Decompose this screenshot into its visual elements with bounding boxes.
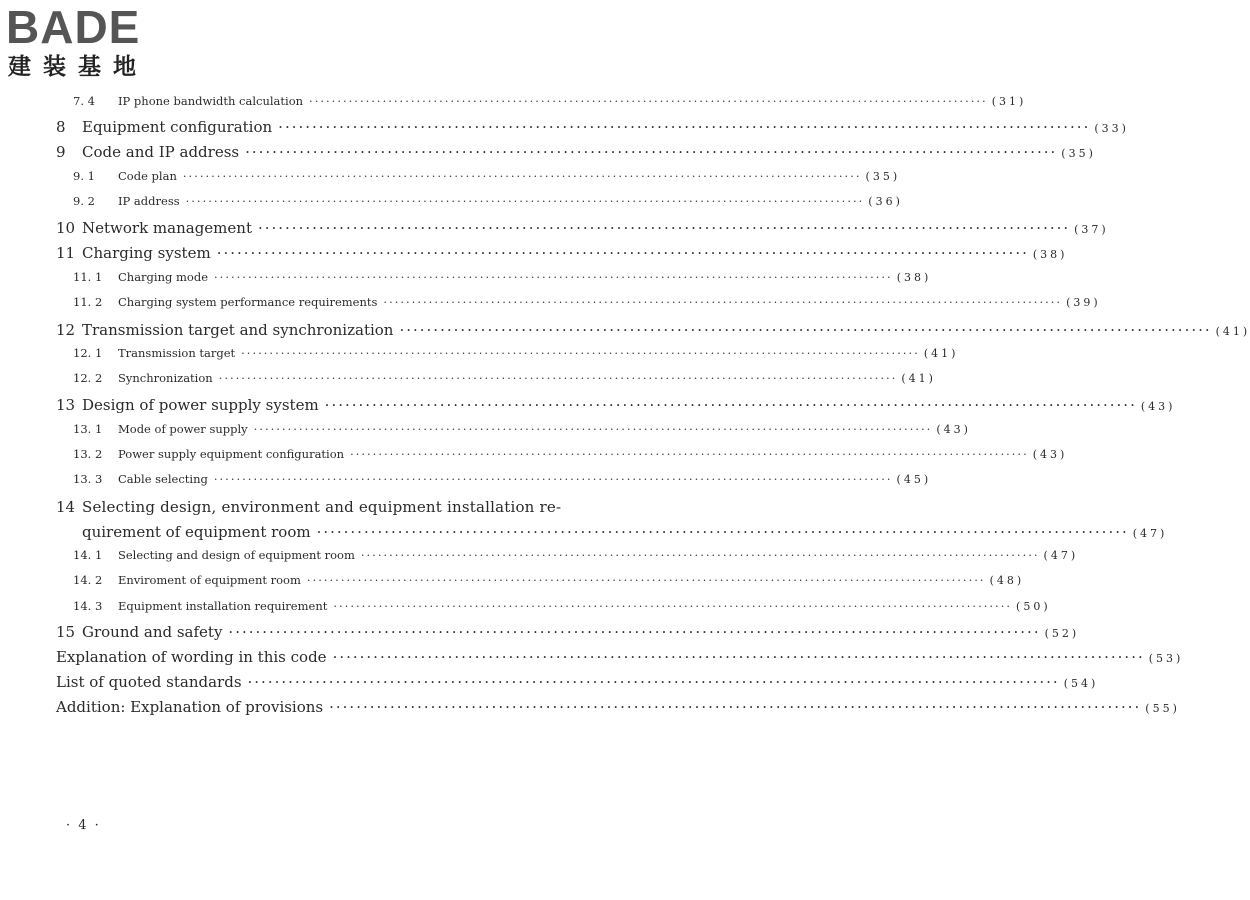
toc-entry-title: Explanation of wording in this code xyxy=(56,648,327,666)
toc-entry xyxy=(73,548,1079,562)
toc-entry-page: (53) xyxy=(1148,652,1184,665)
toc-leader-dots: ························································································································ xyxy=(185,194,865,208)
toc-entry-number: 10 xyxy=(56,219,76,237)
toc-leader-dots: ························································································································ xyxy=(228,623,1041,641)
toc-entry-page: (31) xyxy=(991,95,1027,108)
page-number: · 4 · xyxy=(66,818,101,833)
toc-entry-number: 13. 2 xyxy=(73,447,103,461)
toc-leader-dots: ························································································································ xyxy=(257,219,1071,237)
toc-entry xyxy=(73,194,903,208)
toc-leader-dots: ························································································································ xyxy=(332,648,1145,666)
toc-entry-number: 12. 1 xyxy=(73,346,103,360)
toc-leader-dots: ························································································································ xyxy=(216,244,1029,262)
toc-entry-title: Power supply equipment configuration xyxy=(118,447,345,461)
toc-leader-dots: ························································································································ xyxy=(247,673,1060,691)
toc-entry-number: 14. 1 xyxy=(73,548,103,562)
toc-entry-number: 15 xyxy=(56,623,76,641)
toc-entry xyxy=(73,346,959,360)
toc-entry-number: 13. 1 xyxy=(73,422,103,436)
toc-entry-number: 14 xyxy=(56,498,76,516)
toc-entry-number: 13 xyxy=(56,396,76,414)
toc-entry-page: (47) xyxy=(1043,549,1079,562)
toc-entry xyxy=(56,648,1184,666)
toc-entry-title: Charging system xyxy=(82,244,211,262)
toc-entry-page: (37) xyxy=(1074,223,1109,236)
toc-entry-page: (45) xyxy=(896,473,932,486)
toc-entry-number: 12 xyxy=(56,321,76,339)
toc-entry-number: 11. 1 xyxy=(73,270,103,284)
toc-entry-number: 12. 2 xyxy=(73,371,103,385)
toc-entry-continuation xyxy=(82,523,1168,541)
toc-entry-title: Equipment configuration xyxy=(82,118,273,136)
toc-entry-title: Addition: Explanation of provisions xyxy=(56,698,324,716)
toc-leader-dots: ························································································································ xyxy=(278,118,1091,136)
toc-entry xyxy=(56,673,1099,691)
toc-entry-page: (41) xyxy=(1215,325,1250,338)
toc-entry-title: Code and IP address xyxy=(82,143,240,161)
toc-entry-page: (41) xyxy=(901,372,936,385)
toc-entry xyxy=(56,244,1068,262)
toc-entry-page: (41) xyxy=(923,347,959,360)
toc-entry-page: (35) xyxy=(1061,147,1096,160)
toc-leader-dots: ························································································································ xyxy=(350,447,1029,461)
logo-chinese: 建装基地 xyxy=(8,54,148,80)
toc-leader-dots: ························································································································ xyxy=(214,270,893,284)
toc-leader-dots: ························································································································ xyxy=(309,94,988,108)
toc-entry xyxy=(73,447,1068,461)
toc-leader-dots: ························································································································ xyxy=(241,346,920,360)
toc-entry xyxy=(73,422,971,436)
toc-entry-page: (55) xyxy=(1145,702,1180,715)
toc-entry xyxy=(56,498,562,516)
toc-entry-title: Transmission target and synchronization xyxy=(82,321,394,339)
toc-entry-title: Enviroment of equipment room xyxy=(118,573,301,587)
toc-leader-dots: ························································································································ xyxy=(360,548,1040,562)
toc-entry-page: (43) xyxy=(936,423,971,436)
toc-entry-number: 9. 1 xyxy=(73,169,95,183)
bade-logo xyxy=(6,2,176,82)
toc-entry xyxy=(56,698,1180,716)
toc-leader-dots: ························································································································ xyxy=(306,573,986,587)
toc-entry xyxy=(56,396,1176,414)
toc-entry-page: (33) xyxy=(1094,122,1129,135)
toc-entry-title-continued: quirement of equipment room xyxy=(82,523,311,541)
toc-entry xyxy=(73,472,932,486)
toc-entry-page: (38) xyxy=(896,271,932,284)
toc-entry-number: 11. 2 xyxy=(73,295,103,309)
toc-entry xyxy=(56,623,1080,641)
toc-entry-title: Ground and safety xyxy=(82,623,223,641)
toc-entry-number: 11 xyxy=(56,244,76,262)
toc-entry-page: (50) xyxy=(1016,600,1051,613)
toc-entry-title: Design of power supply system xyxy=(82,396,319,414)
toc-entry-title: IP address xyxy=(118,194,180,208)
toc-entry-title: Transmission target xyxy=(118,346,236,360)
toc-entry-number: 13. 3 xyxy=(73,472,103,486)
toc-entry-title: Code plan xyxy=(118,169,177,183)
toc-entry-title: Charging mode xyxy=(118,270,209,284)
toc-entry-number: 9 xyxy=(56,143,66,161)
toc-entry xyxy=(73,371,936,385)
toc-entry-title: Mode of power supply xyxy=(118,422,248,436)
toc-leader-dots: ························································································································ xyxy=(316,523,1129,541)
logo-brand: BADE xyxy=(6,1,141,53)
toc-leader-dots: ························································································································ xyxy=(324,396,1137,414)
toc-entry-title: Selecting design, environment and equipment installation re- xyxy=(82,498,562,516)
toc-entry-title: Selecting and design of equipment room xyxy=(118,548,355,562)
toc-entry-number: 8 xyxy=(56,118,66,136)
toc-leader-dots: ························································································································ xyxy=(399,321,1212,339)
toc-entry xyxy=(73,169,901,183)
toc-entry xyxy=(73,599,1051,613)
toc-entry-number: 14. 3 xyxy=(73,599,103,613)
toc-entry-number: 7. 4 xyxy=(73,94,95,108)
toc-entry-page: (35) xyxy=(865,170,901,183)
toc-entry-title: Network management xyxy=(82,219,252,237)
toc-entry-page: (47) xyxy=(1132,527,1168,540)
toc-entry-page: (39) xyxy=(1066,296,1101,309)
toc-leader-dots: ························································································································ xyxy=(383,295,1063,309)
toc-entry-title: Equipment installation requirement xyxy=(118,599,328,613)
toc-entry-page: (48) xyxy=(989,574,1025,587)
toc-entry-page: (36) xyxy=(868,195,903,208)
toc-leader-dots: ························································································································ xyxy=(182,169,862,183)
toc-entry xyxy=(56,118,1129,136)
toc-entry xyxy=(73,573,1025,587)
toc-entry-title: Charging system performance requirements xyxy=(118,295,378,309)
toc-entry-title: Synchronization xyxy=(118,371,213,385)
toc-leader-dots: ························································································································ xyxy=(329,698,1142,716)
toc-leader-dots: ························································································································ xyxy=(253,422,933,436)
toc-entry-number: 9. 2 xyxy=(73,194,95,208)
toc-entry-page: (43) xyxy=(1140,400,1176,413)
toc-entry-page: (43) xyxy=(1032,448,1068,461)
toc-leader-dots: ························································································································ xyxy=(218,371,898,385)
toc-entry-page: (38) xyxy=(1032,248,1068,261)
toc-entry xyxy=(73,270,932,284)
toc-leader-dots: ························································································································ xyxy=(245,143,1058,161)
toc-entry-page: (52) xyxy=(1044,627,1080,640)
toc-leader-dots: ························································································································ xyxy=(333,599,1013,613)
toc-entry-page: (54) xyxy=(1063,677,1099,690)
toc-entry-title: IP phone bandwidth calculation xyxy=(118,94,304,108)
toc-entry-title: Cable selecting xyxy=(118,472,208,486)
toc-entry xyxy=(56,143,1096,161)
toc-leader-dots: ························································································································ xyxy=(213,472,893,486)
toc-entry-number: 14. 2 xyxy=(73,573,103,587)
toc-entry xyxy=(73,94,1027,108)
toc-entry-title: List of quoted standards xyxy=(56,673,242,691)
toc-entry xyxy=(56,321,1250,339)
toc-entry xyxy=(73,295,1101,309)
toc-entry xyxy=(56,219,1109,237)
